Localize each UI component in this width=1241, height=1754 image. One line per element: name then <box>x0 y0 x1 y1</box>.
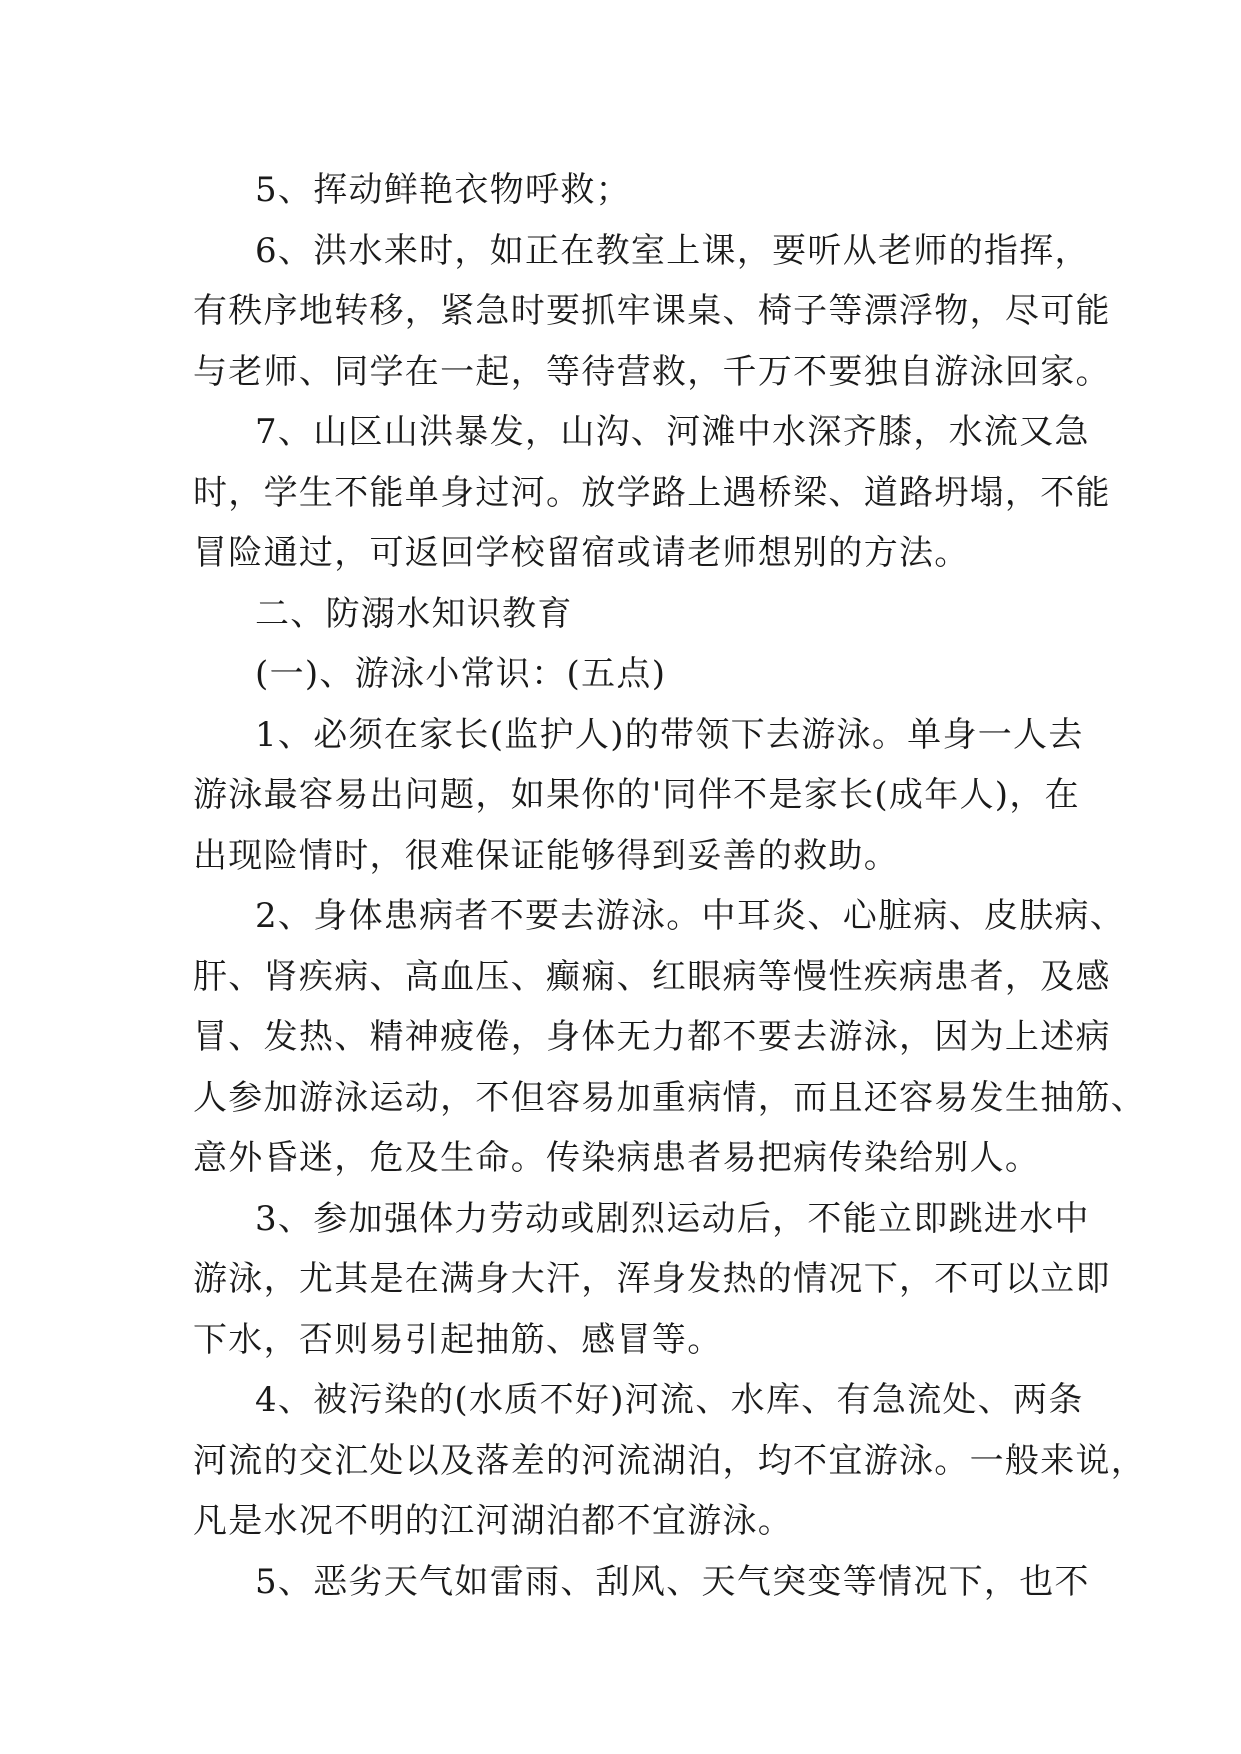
paragraph-line: 意外昏迷，危及生命。传染病患者易把病传染给别人。 <box>193 1138 1041 1178</box>
paragraph-line: 2、身体患病者不要去游泳。中耳炎、心脏病、皮肤病、 <box>255 896 1126 936</box>
paragraph-line: 6、洪水来时，如正在教室上课，要听从老师的指挥， <box>255 230 1090 271</box>
document-body <box>193 160 1147 1612</box>
paragraph-line: 4、被污染的(水质不好)河流、水库、有急流处、两条 <box>255 1380 1084 1420</box>
paragraph-line: 1、必须在家长(监护人)的带领下去游泳。单身一人去 <box>255 714 1084 755</box>
paragraph-line: 5、恶劣天气如雷雨、刮风、天气突变等情况下，也不 <box>255 1561 1090 1602</box>
paragraph-line: 肝、肾疾病、高血压、癫痫、红眼病等慢性疾病患者，及感 <box>193 956 1111 997</box>
paragraph-line: 7、山区山洪暴发，山沟、河滩中水深齐膝，水流又急 <box>255 412 1090 452</box>
paragraph-line: 冒、发热、精神疲倦，身体无力都不要去游泳，因为上述病 <box>193 1017 1111 1057</box>
paragraph-line: 3、参加强体力劳动或剧烈运动后，不能立即跳进水中 <box>255 1198 1090 1239</box>
paragraph-line: 有秩序地转移，紧急时要抓牢课桌、椅子等漂浮物，尽可能 <box>193 291 1111 331</box>
paragraph-line: 河流的交汇处以及落差的河流湖泊，均不宜游泳。一般来说， <box>193 1440 1147 1481</box>
paragraph-line: 5、挥动鲜艳衣物呼救； <box>255 170 631 210</box>
paragraph-line: 出现险情时，很难保证能够得到妥善的救助。 <box>193 835 899 876</box>
paragraph-line: 冒险通过，可返回学校留宿或请老师想别的方法。 <box>193 533 970 573</box>
paragraph-line: 人参加游泳运动，不但容易加重病情，而且还容易发生抽筋、 <box>193 1077 1147 1118</box>
paragraph-line: 凡是水况不明的江河湖泊都不宜游泳。 <box>193 1501 794 1541</box>
section-heading: 二、防溺水知识教育 <box>255 593 573 634</box>
paragraph-line: 游泳，尤其是在满身大汗，浑身发热的情况下，不可以立即 <box>193 1259 1111 1299</box>
subsection-heading: (一)、游泳小常识：(五点) <box>255 654 667 694</box>
paragraph-line: 时，学生不能单身过河。放学路上遇桥梁、道路坍塌，不能 <box>193 472 1111 513</box>
paragraph-line: 下水，否则易引起抽筋、感冒等。 <box>193 1319 723 1360</box>
paragraph-line: 游泳最容易出问题，如果你的'同伴不是家长(成年人)，在 <box>193 775 1080 815</box>
paragraph-line: 与老师、同学在一起，等待营救，千万不要独自游泳回家。 <box>193 351 1111 392</box>
